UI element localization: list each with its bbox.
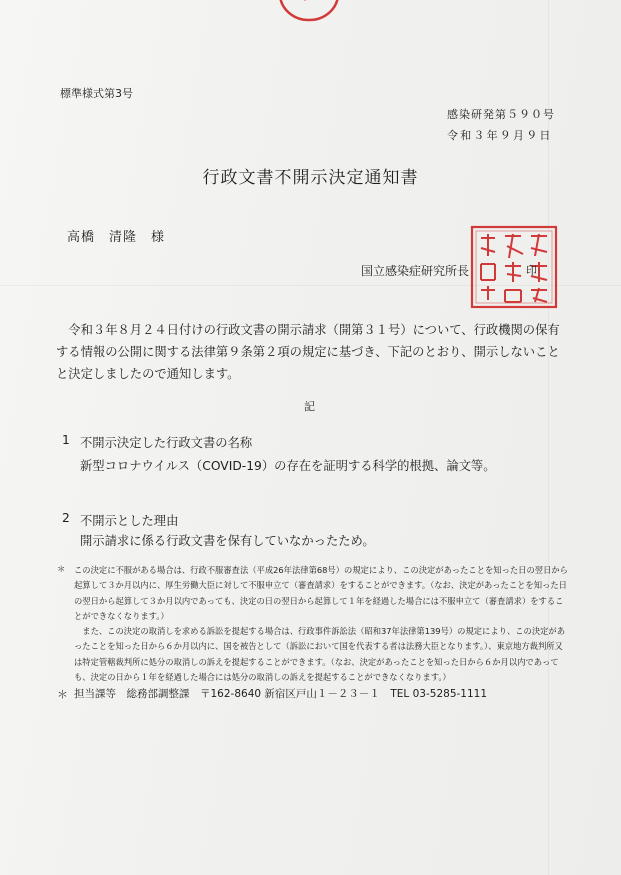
contact-mark: ＊ [57, 688, 68, 701]
addressee: 高橋 清隆 様 [67, 230, 166, 245]
appeal-notes [74, 563, 568, 685]
body-text: 令和３年８月２４日付けの行政文書の開示請求（開第３１号）について、行政機関の保有する情報の公開に関する法律第９条第２項の規定に基づき、下記のとおり、開示しないことと決定しましたので通知します。 [56, 323, 560, 381]
ki-heading: 記 [304, 400, 315, 413]
contact-info: 担当課等 総務部調整課 〒162-8640 新宿区戸山１－２３－１ TEL 03-5285-1111 [74, 688, 488, 700]
item-heading: 不開示決定した行政文書の名称 [80, 436, 253, 450]
note-paragraph: また、この決定の取消しを求める訴訟を提起する場合は、行政事件訴訟法（昭和37年法律第139号）の規定により、この決定があったことを知った日から６か月以内に、国を被告として（訴訟において国を代表する者は法務大臣となります。）、東京地方裁判所又は特定管轄裁判所に処分の取消しの訴えを提起することができます。（なお、決定があったことを知った日から６か月以内であっても、決定の日から１年を経過した場合には処分の取消しの訴えを提起することができなくなります。） [74, 626, 566, 683]
document-title: 行政文書不開示決定通知書 [202, 168, 419, 188]
item-number: 2 [62, 511, 70, 525]
item-heading: 不開示とした理由 [80, 514, 179, 528]
form-number: 標準様式第3号 [60, 87, 133, 100]
top-stamp-fragment [278, 0, 340, 26]
body-paragraph [56, 319, 566, 385]
issuer-name: 国立感染症研究所長 [361, 264, 470, 278]
item-number: 1 [62, 433, 70, 447]
seal-mark-character: 印 [526, 264, 537, 277]
item-content: 開示請求に係る行政文書を保有していなかったため。 [80, 534, 375, 548]
seal-label: 国立感染症研究所長 [514, 308, 523, 309]
note-mark: ＊ [57, 564, 66, 574]
issue-date: 令和３年９月９日 [447, 129, 553, 142]
note-paragraph: この決定に不服がある場合は、行政不服審査法（平成26年法律第68号）の規定により、この決定があったことを知った日の翌日から起算して３か月以内に、厚生労働大臣に対して不服申立て（審査請求）をすることができます。（なお、決定があったことを知った日の翌日から起算して３か月以内であっても、決定の日の翌日から起算して１年を経過した場合には不服申立て（審査請求）をすることができなくなります。） [74, 565, 568, 621]
item-content: 新型コロナウイルス（COVID-19）の存在を証明する科学的根拠、論文等。 [80, 459, 496, 473]
official-seal [469, 224, 559, 310]
document-number: 感染研発第５９０号 [447, 108, 555, 121]
